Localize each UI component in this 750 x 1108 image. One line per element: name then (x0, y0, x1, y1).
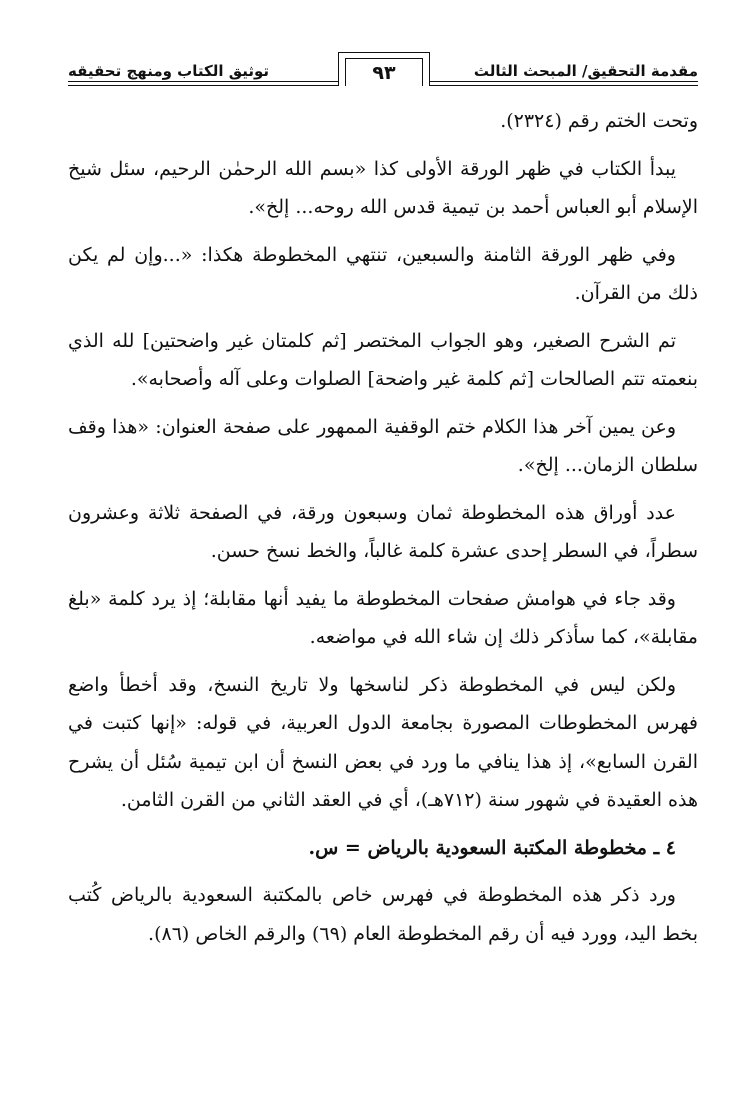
paragraph-colophon: تم الشرح الصغير، وهو الجواب المختصر [ثم كلمتان غير واضحتين] لله الذي بنعمته تتم الصالحات [ثم كلمة غير واضحة] الصلوات وعلى آله وأصحابه». (68, 329, 698, 390)
paragraph-dating: ولكن ليس في المخطوطة ذكر لناسخها ولا تاريخ النسخ، وقد أخطأ واضع فهرس المخطوطات المصورة بجامعة الدول العربية، في قوله: «إنها كتبت في القرن السابع»، إذ هذا ينافي ما ورد في بعض النسخ أن ابن تيمية سُئل أن يشرح هذه العقيدة في شهور سنة (٧١٢هـ)، أي في العقد الثاني من القرن الثامن. (68, 673, 698, 811)
paragraph-manuscript-ending: وفي ظهر الورقة الثامنة والسبعين، تنتهي المخطوطة هكذا: «...وإن لم يكن ذلك من القرآن. (68, 243, 698, 304)
page-number-frame (338, 52, 430, 86)
header-section-title: توثيق الكتاب ومنهج تحقيقه (68, 62, 270, 80)
running-header (68, 52, 698, 90)
paragraph-collation: وقد جاء في هوامش صفحات المخطوطة ما يفيد أنها مقابلة؛ إذ يرد كلمة «بلغ مقابلة»، كما سأذكر ذلك إن شاء الله في مواضعه. (68, 587, 698, 648)
page-body (68, 102, 698, 962)
paragraph-riyadh-manuscript: ورد ذكر هذه المخطوطة في فهرس خاص بالمكتبة السعودية بالرياض كُتب بخط اليد، وورد فيه أن رقم المخطوطة العام (٦٩) والرقم الخاص (٨٦). (68, 884, 698, 945)
paragraph-waqf-stamp: وعن يمين آخر هذا الكلام ختم الوقفية الممهور على صفحة العنوان: «هذا وقف سلطان الزمان... إلخ». (68, 415, 698, 476)
paragraph-manuscript-opening: يبدأ الكتاب في ظهر الورقة الأولى كذا «بسم الله الرحمٰن الرحيم، سئل شيخ الإسلام أبو العباس أحمد بن تيمية قدس الله روحه... إلخ». (68, 157, 698, 218)
paragraph-folio-count: عدد أوراق هذه المخطوطة ثمان وسبعون ورقة، في الصفحة ثلاثة وعشرون سطراً، في السطر إحدى عشرة كلمة غالباً، والخط نسخ حسن. (68, 501, 698, 562)
section-heading: ٤ ـ مخطوطة المكتبة السعودية بالرياض = س. (308, 836, 676, 859)
header-chapter-title: مقدمة التحقيق/ المبحث الثالث (473, 62, 698, 80)
page-number: ٩٣ (345, 58, 423, 86)
paragraph-stamp-number: وتحت الختم رقم (٢٣٢٤). (500, 110, 698, 132)
